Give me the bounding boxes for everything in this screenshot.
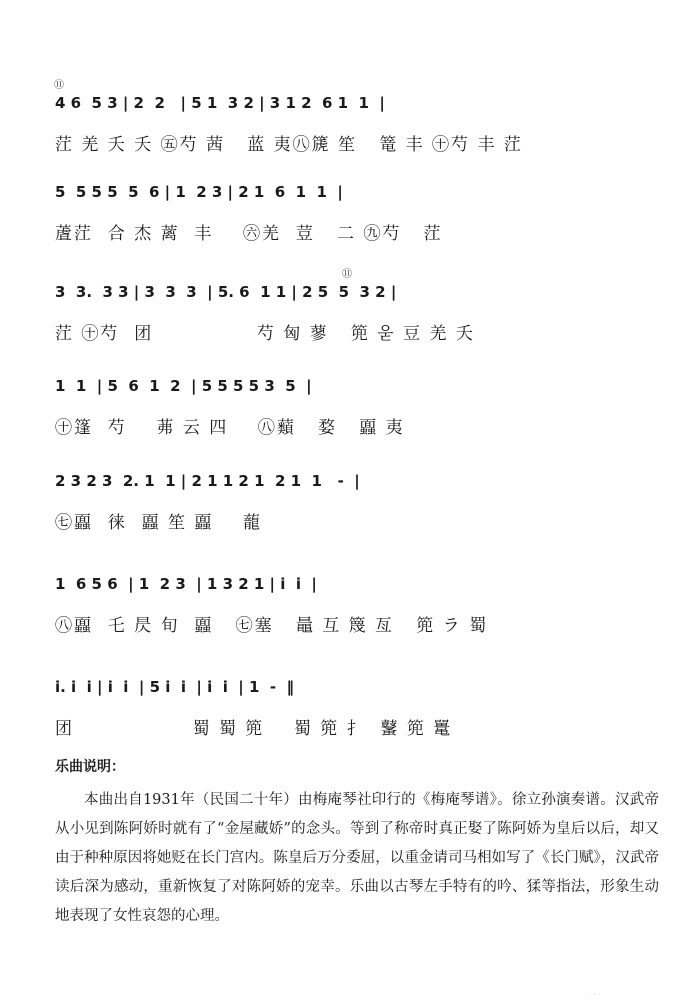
music-explanation [55, 756, 665, 931]
harmonic-mark: ⑪ [54, 80, 64, 91]
notation-line: i. i i | i i | 5 i i | i i | 1 - ‖ [55, 678, 295, 696]
notation-line: 1 1 | 5 6 1 2 | 5 5 5 5 3 5 | [55, 377, 312, 395]
explanation-body: 本曲出自1931年（民国二十年）由梅庵琴社印行的《梅庵琴谱》。徐立孙演奏谱。汉武帝从小见到陈阿娇时就有了“金屋藏娇”的念头。等到了称帝时真正娶了陈阿娇为皇后以后，却又由于种种原因将她贬在长门宫内。陈皇后万分委屈，以重金请司马相如写了《长门赋》，汉武帝读后深为感动，重新恢复了对陈阿娇的宠幸。乐曲以古琴左手特有的吟、猱等指法，形象生动地表现了女性哀怨的心理。 [55, 792, 659, 924]
notation-line: 4 6 5 3 | 2 2 | 5 1 3 2 | 3 1 2 6 1 1 | [55, 94, 385, 112]
harmonic-mark: ⑪ [342, 269, 352, 280]
jianzipu-line: 茳 羌 夭 夭 ㊄芍 茜 蓝 夷㊇篪 笙 篭 丰 ㊉芍 丰 茳 [55, 135, 523, 155]
notation-line: 1 6 5 6 | 1 2 3 | 1 3 2 1 | i i | [55, 575, 317, 593]
jianzipu-line: ㊇蠠 乇 昃 旬 蠠 ㊆塞 鼂 互 篾 亙 篼 ラ 蜀 [55, 616, 489, 636]
scan-artifact: · · · [588, 990, 601, 999]
notation-line: 5 5 5 5 5 6 | 1 2 3 | 2 1 6 1 1 | [55, 183, 343, 201]
jianzipu-line: ㊆蠠 徕 蠠 笙 蠠 蘢 [55, 513, 263, 533]
notation-line: 3 3. 3 3 | 3 3 3 | 5. 6 1 1 | 2 5 5 3 2 | [55, 283, 397, 301]
explanation-title: 乐曲说明： [55, 759, 125, 775]
jianzipu-line: 蔖茳 合 杰 蓠 丰 ㊅羌 荳 二 ㊈芍 茳 [55, 224, 443, 244]
notation-line: 2 3 2 3 2. 1 1 | 2 1 1 2 1 2 1 1 - | [55, 472, 360, 490]
jianzipu-line: 团 蜀 蜀 篼 蜀 篼 扌 鼜 篼 鼍 [55, 719, 453, 739]
jianzipu-line: 茳 ㊉芍 团 芍 匈 蓼 篼 욷 豆 羌 夭 [55, 324, 475, 344]
jianzipu-line: ㊉篷 芍 茀 云 四 ㊇蘱 婺 蠠 夷 [55, 418, 405, 438]
